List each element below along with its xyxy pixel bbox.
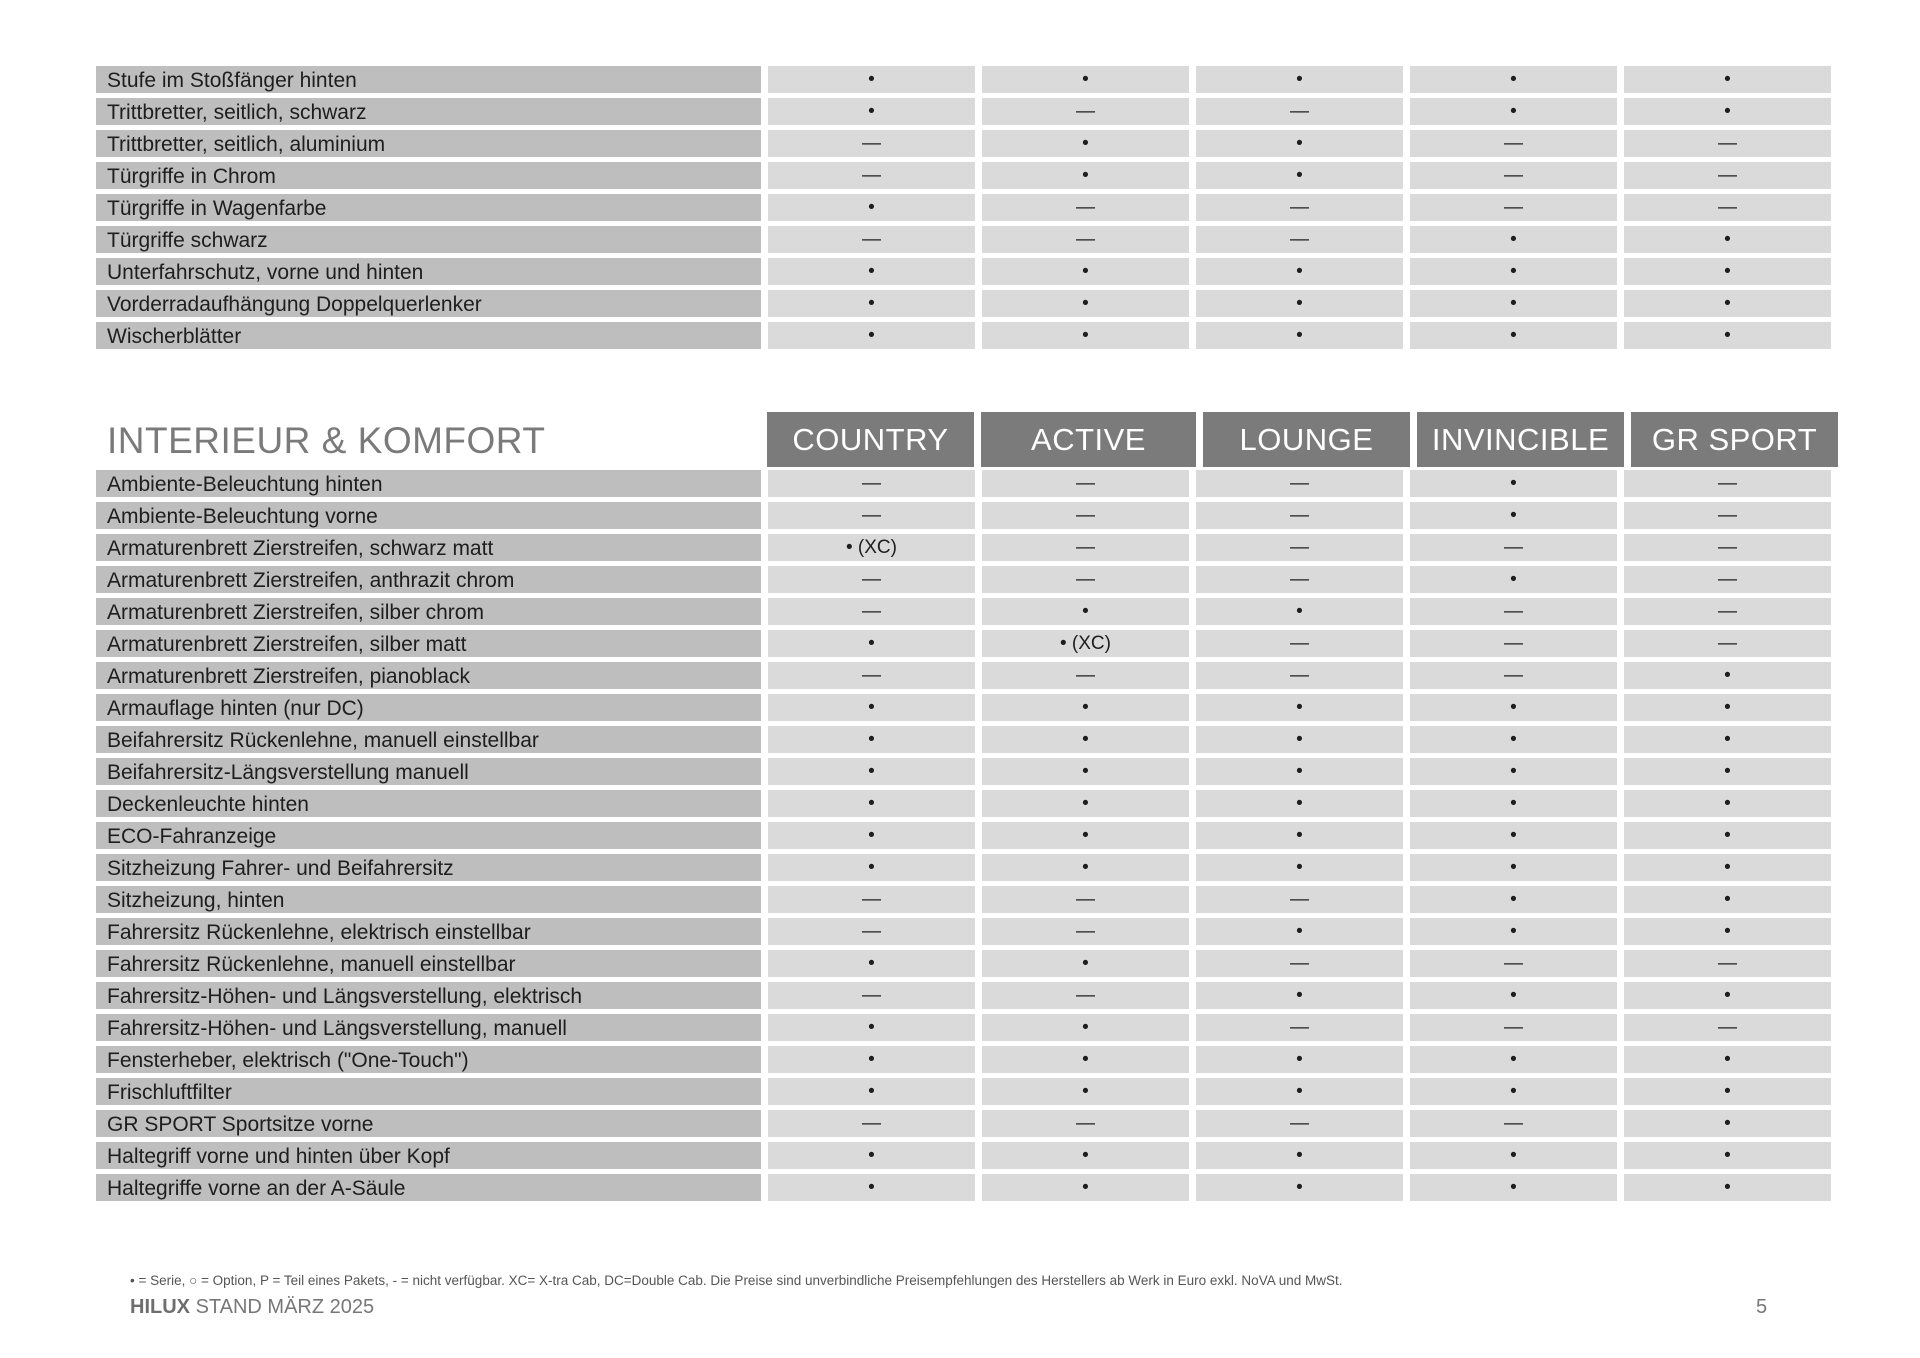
availability-cell: •: [768, 66, 975, 93]
row-label: Armaturenbrett Zierstreifen, anthrazit chrom: [96, 566, 761, 593]
availability-cell: •: [768, 950, 975, 977]
availability-cell: •: [982, 130, 1189, 157]
availability-cell: —: [982, 1110, 1189, 1137]
column-header-invincible: INVINCIBLE: [1417, 412, 1624, 467]
availability-cell: •: [1624, 694, 1831, 721]
availability-cell: •: [1410, 1078, 1617, 1105]
row-label: Fahrersitz-Höhen- und Längsverstellung, manuell: [96, 1014, 761, 1041]
row-label: Türgriffe in Wagenfarbe: [96, 194, 761, 221]
row-label: Wischerblätter: [96, 322, 761, 349]
row-label: Frischluftfilter: [96, 1078, 761, 1105]
availability-cell: •: [1410, 790, 1617, 817]
availability-cell: —: [768, 226, 975, 253]
availability-cell: •: [768, 1078, 975, 1105]
availability-cell: —: [1410, 662, 1617, 689]
availability-cell: —: [1410, 950, 1617, 977]
availability-cell: —: [982, 194, 1189, 221]
availability-cell: —: [1410, 162, 1617, 189]
availability-cell: •: [982, 694, 1189, 721]
row-label: GR SPORT Sportsitze vorne: [96, 1110, 761, 1137]
availability-cell: —: [1196, 470, 1403, 497]
row-label: Armaturenbrett Zierstreifen, silber chrom: [96, 598, 761, 625]
row-label: Fahrersitz Rückenlehne, manuell einstellbar: [96, 950, 761, 977]
availability-cell: •: [1410, 66, 1617, 93]
availability-cell: —: [982, 470, 1189, 497]
row-label: Beifahrersitz Rückenlehne, manuell einstellbar: [96, 726, 761, 753]
availability-cell: •: [1624, 1142, 1831, 1169]
availability-cell: •: [768, 1174, 975, 1201]
availability-cell: —: [982, 918, 1189, 945]
model-column-headers: [767, 412, 1838, 467]
availability-cell: •: [768, 758, 975, 785]
availability-cell: •: [1624, 726, 1831, 753]
availability-cell: •: [1196, 322, 1403, 349]
availability-cell: —: [768, 598, 975, 625]
availability-cell: —: [1624, 162, 1831, 189]
availability-cell: •: [1410, 1142, 1617, 1169]
availability-cell: •: [1624, 1046, 1831, 1073]
availability-cell: •: [1196, 854, 1403, 881]
availability-cell: •: [1196, 66, 1403, 93]
availability-cell: •: [1624, 226, 1831, 253]
availability-cell: •: [768, 1014, 975, 1041]
availability-cell: •: [1624, 66, 1831, 93]
availability-cell: —: [1624, 534, 1831, 561]
row-label: Sitzheizung, hinten: [96, 886, 761, 913]
availability-cell: •: [1196, 758, 1403, 785]
availability-cell: —: [982, 98, 1189, 125]
availability-cell: —: [982, 534, 1189, 561]
availability-cell: —: [768, 130, 975, 157]
availability-cell: •: [982, 162, 1189, 189]
row-label: Beifahrersitz-Längsverstellung manuell: [96, 758, 761, 785]
availability-cell: •: [1410, 1174, 1617, 1201]
availability-cell: —: [982, 886, 1189, 913]
availability-cell: •: [982, 1078, 1189, 1105]
row-label: Armaturenbrett Zierstreifen, schwarz matt: [96, 534, 761, 561]
availability-cell: •: [1624, 886, 1831, 913]
availability-cell: —: [1410, 1014, 1617, 1041]
availability-cell: •: [1624, 662, 1831, 689]
availability-cell: •: [768, 854, 975, 881]
availability-cell: •: [768, 726, 975, 753]
availability-cell: —: [1196, 662, 1403, 689]
availability-cell: —: [768, 470, 975, 497]
availability-cell: •: [1196, 918, 1403, 945]
availability-cell: —: [1624, 502, 1831, 529]
availability-cell: —: [768, 662, 975, 689]
availability-cell: •: [1410, 566, 1617, 593]
availability-cell: •: [1624, 918, 1831, 945]
availability-cell: —: [768, 982, 975, 1009]
availability-cell: —: [1624, 630, 1831, 657]
availability-cell: —: [1196, 98, 1403, 125]
availability-cell: •: [1624, 258, 1831, 285]
availability-cell: •: [982, 290, 1189, 317]
availability-cell: —: [768, 918, 975, 945]
row-label: Vorderradaufhängung Doppelquerlenker: [96, 290, 761, 317]
availability-cell: —: [1196, 1014, 1403, 1041]
availability-cell: •: [1624, 822, 1831, 849]
availability-cell: •: [982, 726, 1189, 753]
availability-cell: •: [1410, 290, 1617, 317]
availability-cell: •: [768, 630, 975, 657]
availability-cell: •: [1196, 1046, 1403, 1073]
availability-cell: •: [982, 258, 1189, 285]
availability-cell: •: [982, 822, 1189, 849]
availability-cell: —: [1410, 1110, 1617, 1137]
row-label: Fensterheber, elektrisch ("One-Touch"): [96, 1046, 761, 1073]
row-label: Türgriffe schwarz: [96, 226, 761, 253]
availability-cell: —: [1196, 630, 1403, 657]
section-title-interior: INTERIEUR & KOMFORT: [107, 420, 546, 461]
availability-cell: •: [1196, 290, 1403, 317]
availability-cell: •: [768, 1142, 975, 1169]
availability-cell: • (XC): [768, 534, 975, 561]
row-label: Trittbretter, seitlich, schwarz: [96, 98, 761, 125]
column-header-country: COUNTRY: [767, 412, 974, 467]
availability-cell: •: [1410, 322, 1617, 349]
availability-cell: —: [768, 502, 975, 529]
availability-cell: —: [1196, 226, 1403, 253]
availability-cell: •: [1410, 854, 1617, 881]
availability-cell: —: [768, 162, 975, 189]
availability-cell: —: [768, 886, 975, 913]
availability-cell: •: [1196, 258, 1403, 285]
availability-cell: •: [1410, 226, 1617, 253]
availability-cell: —: [1410, 598, 1617, 625]
availability-cell: •: [1410, 918, 1617, 945]
availability-cell: •: [1410, 98, 1617, 125]
footer-stand: [130, 1296, 374, 1319]
exterior-table-continued: [96, 66, 1831, 349]
availability-cell: •: [1624, 1078, 1831, 1105]
availability-cell: —: [768, 1110, 975, 1137]
availability-cell: —: [1624, 566, 1831, 593]
availability-cell: —: [982, 566, 1189, 593]
availability-cell: —: [1624, 1014, 1831, 1041]
availability-cell: —: [1196, 566, 1403, 593]
availability-cell: •: [982, 598, 1189, 625]
availability-cell: •: [982, 66, 1189, 93]
availability-cell: —: [982, 226, 1189, 253]
column-header-active: ACTIVE: [981, 412, 1196, 467]
availability-cell: —: [1196, 502, 1403, 529]
availability-cell: •: [982, 854, 1189, 881]
availability-cell: •: [1196, 130, 1403, 157]
availability-cell: —: [1624, 130, 1831, 157]
availability-cell: —: [768, 566, 975, 593]
row-label: Armaturenbrett Zierstreifen, silber matt: [96, 630, 761, 657]
availability-cell: —: [1410, 630, 1617, 657]
availability-cell: —: [1196, 194, 1403, 221]
row-label: Deckenleuchte hinten: [96, 790, 761, 817]
availability-cell: •: [1196, 1142, 1403, 1169]
availability-cell: —: [1624, 598, 1831, 625]
footer-brand: HILUX: [130, 1296, 190, 1318]
availability-cell: •: [982, 790, 1189, 817]
row-label: Armauflage hinten (nur DC): [96, 694, 761, 721]
availability-cell: •: [1624, 982, 1831, 1009]
availability-cell: •: [982, 1142, 1189, 1169]
interior-table: [96, 470, 1831, 1201]
availability-cell: •: [768, 258, 975, 285]
availability-cell: •: [1624, 290, 1831, 317]
availability-cell: •: [1196, 982, 1403, 1009]
availability-cell: •: [768, 322, 975, 349]
row-label: Unterfahrschutz, vorne und hinten: [96, 258, 761, 285]
availability-cell: —: [1410, 130, 1617, 157]
availability-cell: •: [982, 1046, 1189, 1073]
availability-cell: —: [1196, 886, 1403, 913]
availability-cell: •: [768, 694, 975, 721]
availability-cell: •: [1410, 886, 1617, 913]
availability-cell: —: [982, 502, 1189, 529]
availability-cell: —: [1624, 950, 1831, 977]
availability-cell: •: [1410, 258, 1617, 285]
availability-cell: •: [982, 950, 1189, 977]
row-label: ECO-Fahranzeige: [96, 822, 761, 849]
row-label: Armaturenbrett Zierstreifen, pianoblack: [96, 662, 761, 689]
availability-cell: •: [768, 98, 975, 125]
availability-cell: •: [1624, 1110, 1831, 1137]
row-label: Stufe im Stoßfänger hinten: [96, 66, 761, 93]
row-label: Trittbretter, seitlich, aluminium: [96, 130, 761, 157]
availability-cell: •: [1624, 98, 1831, 125]
row-label: Sitzheizung Fahrer- und Beifahrersitz: [96, 854, 761, 881]
availability-cell: •: [1624, 758, 1831, 785]
availability-cell: —: [1196, 1110, 1403, 1137]
availability-cell: •: [1196, 1078, 1403, 1105]
availability-cell: —: [982, 662, 1189, 689]
row-label: Haltegriffe vorne an der A-Säule: [96, 1174, 761, 1201]
availability-cell: •: [1624, 790, 1831, 817]
availability-cell: •: [1624, 854, 1831, 881]
row-label: Fahrersitz-Höhen- und Längsverstellung, elektrisch: [96, 982, 761, 1009]
availability-cell: •: [768, 822, 975, 849]
row-label: Ambiente-Beleuchtung hinten: [96, 470, 761, 497]
availability-cell: •: [768, 1046, 975, 1073]
availability-cell: •: [1624, 1174, 1831, 1201]
availability-cell: —: [1410, 534, 1617, 561]
availability-cell: —: [1196, 950, 1403, 977]
availability-cell: —: [1624, 470, 1831, 497]
availability-cell: —: [1624, 194, 1831, 221]
availability-cell: •: [1196, 1174, 1403, 1201]
column-header-lounge: LOUNGE: [1203, 412, 1410, 467]
availability-cell: •: [1410, 502, 1617, 529]
availability-cell: •: [1196, 726, 1403, 753]
row-label: Fahrersitz Rückenlehne, elektrisch einstellbar: [96, 918, 761, 945]
availability-cell: •: [1410, 726, 1617, 753]
footer-date: STAND MÄRZ 2025: [195, 1296, 375, 1318]
row-label: Ambiente-Beleuchtung vorne: [96, 502, 761, 529]
availability-cell: •: [1410, 694, 1617, 721]
availability-cell: •: [1410, 470, 1617, 497]
availability-cell: —: [1196, 534, 1403, 561]
availability-cell: •: [1196, 162, 1403, 189]
availability-cell: •: [1410, 982, 1617, 1009]
row-label: Türgriffe in Chrom: [96, 162, 761, 189]
page-number: 5: [1756, 1296, 1768, 1318]
availability-cell: •: [1410, 822, 1617, 849]
availability-cell: •: [982, 1174, 1189, 1201]
column-header-gr-sport: GR SPORT: [1631, 412, 1838, 467]
availability-cell: •: [982, 322, 1189, 349]
availability-cell: • (XC): [982, 630, 1189, 657]
availability-cell: •: [982, 1014, 1189, 1041]
availability-cell: •: [768, 194, 975, 221]
availability-cell: •: [768, 290, 975, 317]
legend-footnote: • = Serie, ○ = Option, P = Teil eines Pakets, - = nicht verfügbar. XC= X-tra Cab, DC=Double Cab. Die Preise sind unverbindliche Preisempfehlungen des Herstellers ab Werk in Euro exkl. NoVA und MwSt.: [130, 1273, 1343, 1288]
row-label: Haltegriff vorne und hinten über Kopf: [96, 1142, 761, 1169]
availability-cell: •: [1196, 598, 1403, 625]
availability-cell: •: [1196, 694, 1403, 721]
availability-cell: •: [1196, 822, 1403, 849]
availability-cell: •: [1410, 1046, 1617, 1073]
availability-cell: •: [1624, 322, 1831, 349]
availability-cell: —: [982, 982, 1189, 1009]
availability-cell: •: [768, 790, 975, 817]
availability-cell: —: [1410, 194, 1617, 221]
availability-cell: •: [1410, 758, 1617, 785]
availability-cell: •: [982, 758, 1189, 785]
availability-cell: •: [1196, 790, 1403, 817]
